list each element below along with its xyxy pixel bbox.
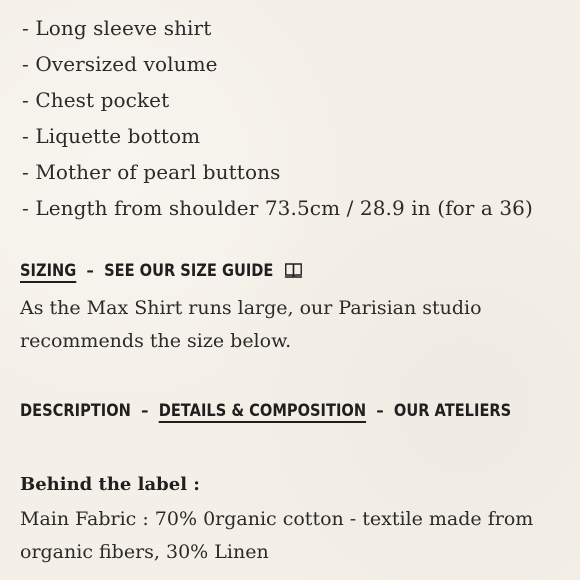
composition-line: organic fibers, 30% Linen: [20, 541, 269, 563]
sizing-nav: [20, 261, 303, 283]
sizing-text-line: recommends the size below.: [20, 330, 292, 352]
feature-list: [22, 10, 533, 226]
feature-item: - Liquette bottom: [22, 124, 201, 148]
sizing-description: [20, 292, 482, 358]
book-icon: [284, 262, 303, 283]
composition-line: Main Fabric : 70% 0rganic cotton - textile made from: [20, 508, 534, 530]
sizing-tab[interactable]: SIZING: [20, 261, 77, 281]
behind-label-heading: Behind the label :: [20, 474, 200, 495]
feature-item: - Long sleeve shirt: [22, 16, 212, 40]
separator: –: [86, 261, 94, 281]
separator: –: [376, 401, 384, 421]
size-guide-label: SEE OUR SIZE GUIDE: [104, 261, 274, 281]
description-nav: [20, 401, 511, 421]
separator: –: [141, 401, 149, 421]
feature-item: - Length from shoulder 73.5cm / 28.9 in (for a 36): [22, 196, 533, 220]
details-composition-tab[interactable]: DETAILS & COMPOSITION: [158, 401, 367, 421]
feature-item: - Mother of pearl buttons: [22, 160, 281, 184]
sizing-text-line: As the Max Shirt runs large, our Parisian studio: [20, 297, 482, 319]
feature-item: - Oversized volume: [22, 52, 218, 76]
description-tab[interactable]: DESCRIPTION: [20, 401, 131, 421]
our-ateliers-tab[interactable]: OUR ATELIERS: [393, 401, 512, 421]
feature-item: - Chest pocket: [22, 88, 170, 112]
fabric-composition: [20, 503, 533, 569]
size-guide-link[interactable]: [104, 261, 302, 281]
